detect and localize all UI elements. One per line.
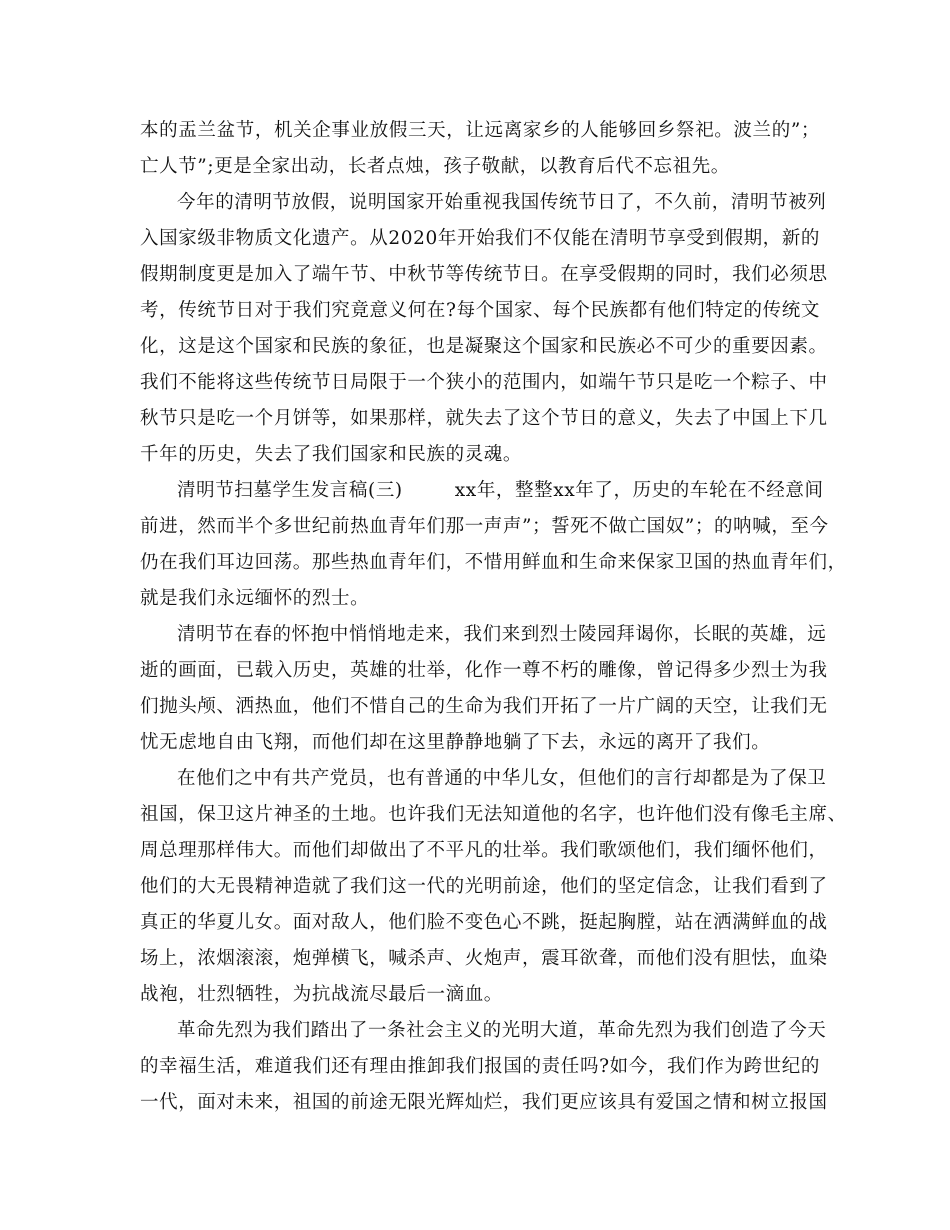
text-line: 周总理那样伟大。而他们却做出了不平凡的壮举。我们歌颂他们，我们缅怀他们， [140,840,828,861]
paragraph [140,761,847,1013]
text-line: 仍在我们耳边回荡。那些热血青年们，不惜用鲜血和生命来保家卫国的热血青年们， [140,552,847,573]
text-line: 假期制度更是加入了端午节、中秋节等传统节日。在享受假期的同时，我们必须思 [140,264,828,285]
text-line: 他们的大无畏精神造就了我们这一代的光明前途，他们的坚定信念，让我们看到了 [140,876,828,897]
paragraph [140,617,828,761]
text-line: 逝的画面，已载入历史，英雄的壮举，化作一尊不朽的雕像，曾记得多少烈士为我 [140,660,828,681]
text-line: 一代，面对未来，祖国的前途无限光辉灿烂，我们更应该具有爱国之情和树立报国 [140,1092,828,1113]
text-line: 亡人节”;更是全家出动，长者点烛，孩子敬献，以教育后代不忘祖先。 [140,156,730,177]
document-body [140,113,847,1121]
text-line: 忧无虑地自由飞翔，而他们却在这里静静地躺了下去，永远的离开了我们。 [140,732,771,753]
text-line: 在他们之中有共产党员，也有普通的中华儿女，但他们的言行却都是为了保卫 [177,768,827,789]
text-line: 今年的清明节放假，说明国家开始重视我国传统节日了，不久前，清明节被列 [177,192,827,213]
text-line: 我们不能将这些传统节日局限于一个狭小的范围内，如端午节只是吃一个粽子、中 [140,372,828,393]
text-line: 前进，然而半个多世纪前热血青年们那一声声”；誓死不做亡国奴”；的呐喊，至今 [140,516,829,537]
paragraph [140,473,847,617]
text-line: 本的盂兰盆节，机关企事业放假三天，让远离家乡的人能够回乡祭祀。波兰的”； [140,120,820,141]
text-line: 真正的华夏儿女。面对敌人，他们脸不变色心不跳，挺起胸膛，站在洒满鲜血的战 [140,912,828,933]
text-line: 祖国，保卫这片神圣的土地。也许我们无法知道他的名字，也许他们没有像毛主席、 [140,804,847,825]
text-line: 秋节只是吃一个月饼等，如果那样，就失去了这个节日的意义，失去了中国上下几 [140,408,828,429]
text-line: 考，传统节日对于我们究竟意义何在?每个国家、每个民族都有他们特定的传统文 [140,300,820,321]
paragraph [140,185,828,473]
text-line-with-heading [140,473,824,509]
text-line: 化，这是这个国家和民族的象征，也是凝聚这个国家和民族必不可少的重要因素。 [140,336,828,357]
heading-line-text: xx年，整整xx年了，历史的车轮在不经意间 [454,480,824,501]
text-line: 的幸福生活，难道我们还有理由推卸我们报国的责任吗?如今，我们作为跨世纪的 [140,1056,820,1077]
section-heading: 清明节扫墓学生发言稿(三) [177,480,403,501]
text-line: 就是我们永远缅怀的烈士。 [140,588,370,609]
text-line: 入国家级非物质文化遗产。从2020年开始我们不仅能在清明节享受到假期，新的 [140,228,820,249]
text-line: 千年的历史，失去了我们国家和民族的灵魂。 [140,444,523,465]
text-line: 清明节在春的怀抱中悄悄地走来，我们来到烈士陵园拜谒你，长眠的英雄，远 [177,624,827,645]
text-line: 们抛头颅、洒热血，他们不惜自己的生命为我们开拓了一片广阔的天空，让我们无 [140,696,828,717]
paragraph [140,1013,828,1121]
paragraph [140,113,820,185]
text-line: 场上，浓烟滚滚，炮弹横飞，喊杀声、火炮声，震耳欲聋，而他们没有胆怯，血染 [140,948,828,969]
text-line: 革命先烈为我们踏出了一条社会主义的光明大道，革命先烈为我们创造了今天 [177,1020,827,1041]
text-line: 战袍，壮烈牺牲，为抗战流尽最后一滴血。 [140,984,503,1005]
